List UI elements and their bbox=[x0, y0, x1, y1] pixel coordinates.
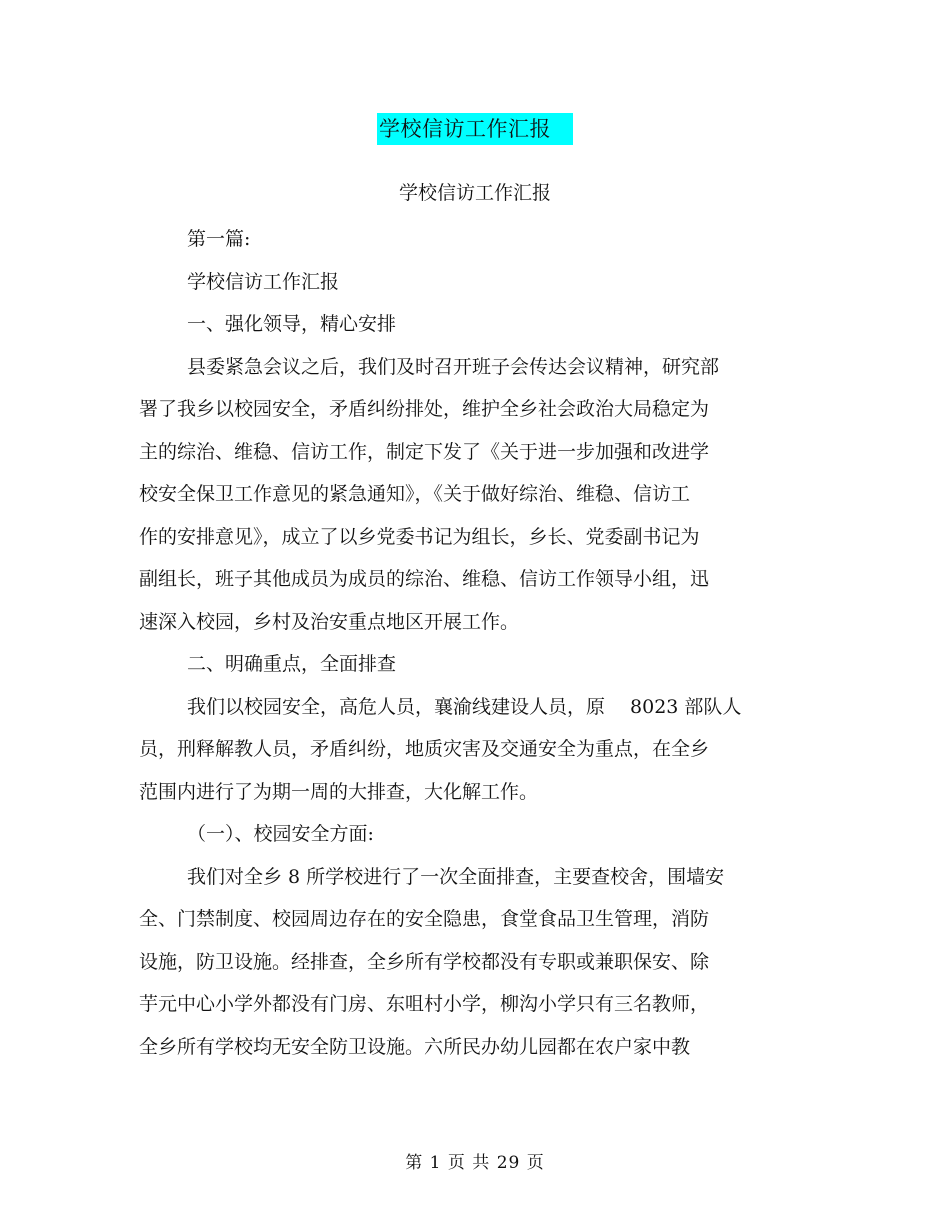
text-line: 一、强化领导，精心安排 bbox=[187, 313, 397, 335]
text-line: 我们以校园安全，高危人员，襄渝线建设人员，原 8023 部队人 bbox=[187, 695, 742, 718]
text-line: 设施，防卫设施。经排查，全乡所有学校都没有专职或兼职保安、除 bbox=[139, 950, 710, 973]
paragraph bbox=[139, 813, 799, 856]
text-line: 范围内进行了为期一周的大排查，大化解工作。 bbox=[139, 780, 539, 803]
page-footer: 第 1 页 共 29 页 bbox=[405, 1153, 545, 1173]
text-line: 副组长，班子其他成员为成员的综治、维稳、信访工作领导小组，迅 bbox=[139, 568, 710, 590]
text-line: 校安全保卫工作意见的紧急通知》，《关于做好综治、维稳、信访工 bbox=[139, 483, 691, 505]
document-body bbox=[139, 218, 799, 1068]
text-line: 署了我乡以校园安全，矛盾纠纷排处，维护全乡社会政治大局稳定为 bbox=[139, 398, 710, 420]
text-line: 全、门禁制度、校园周边存在的安全隐患，食堂食品卫生管理，消防 bbox=[139, 908, 710, 930]
text-line: 县委紧急会议之后，我们及时召开班子会传达会议精神，研究部 bbox=[187, 355, 720, 378]
paragraph bbox=[139, 856, 799, 1069]
text-line: 第一篇: bbox=[187, 228, 251, 250]
document-subtitle: 学校信访工作汇报 bbox=[398, 182, 551, 204]
paragraph bbox=[139, 303, 799, 346]
paragraph bbox=[139, 261, 799, 304]
paragraph bbox=[139, 218, 799, 261]
document-title: 学校信访工作汇报 bbox=[377, 113, 573, 145]
text-line: 员，刑释解教人员，矛盾纠纷，地质灾害及交通安全为重点，在全乡 bbox=[139, 738, 710, 760]
text-line: 二、明确重点，全面排查 bbox=[187, 653, 397, 675]
text-line: 我们对全乡 8 所学校进行了一次全面排查，主要查校舍，围墙安 bbox=[187, 865, 725, 888]
text-line: （一）、校园安全方面: bbox=[187, 823, 374, 845]
text-line: 全乡所有学校均无安全防卫设施。六所民办幼儿园都在农户家中教 bbox=[139, 1035, 691, 1058]
paragraph bbox=[139, 686, 799, 814]
text-line: 学校信访工作汇报 bbox=[187, 270, 340, 293]
text-line: 速深入校园，乡村及治安重点地区开展工作。 bbox=[139, 610, 520, 633]
text-line: 作的安排意见》，成立了以乡党委书记为组长，乡长、党委副书记为 bbox=[139, 525, 700, 548]
paragraph bbox=[139, 643, 799, 686]
text-line: 主的综治、维稳、信访工作，制定下发了《关于进一步加强和改进学 bbox=[139, 440, 710, 463]
title-block bbox=[0, 113, 950, 145]
text-line: 芋元中心小学外都没有门房、东咀村小学，柳沟小学只有三名教师， bbox=[139, 993, 710, 1015]
paragraph bbox=[139, 346, 799, 644]
